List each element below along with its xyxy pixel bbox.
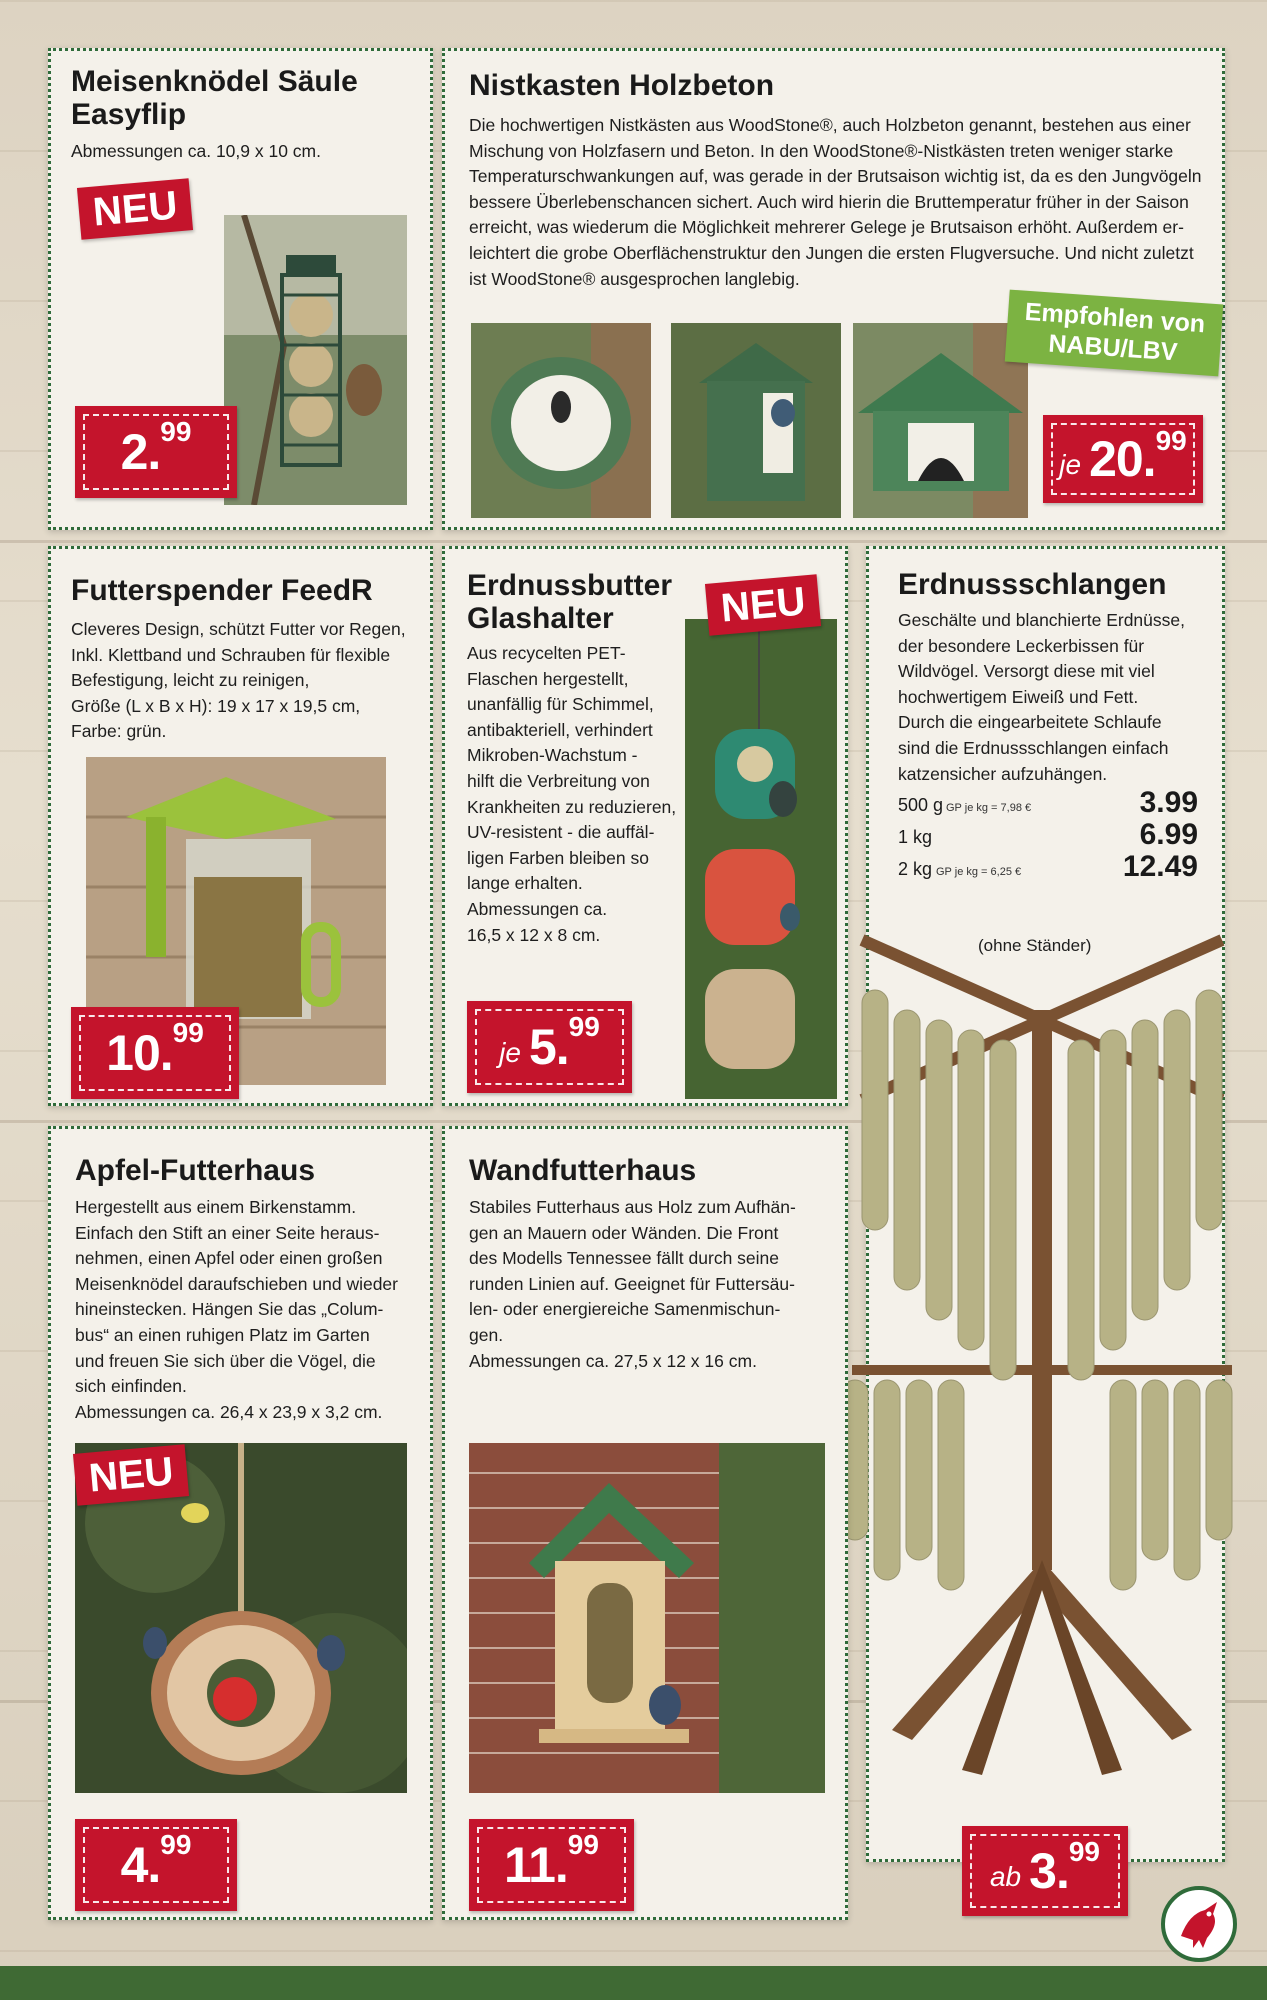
product-title: Apfel-Futterhaus	[75, 1154, 315, 1187]
product-title: Erdnussschlangen	[898, 568, 1167, 601]
product-description: Abmessungen ca. 10,9 x 10 cm.	[71, 141, 321, 161]
price-tag: je 5. 99	[467, 1001, 632, 1093]
bottom-band	[0, 1966, 1267, 2000]
price-row-500g: 500 g GP je kg = 7,98 € 3.99	[898, 786, 1198, 819]
product-card-nistkasten[interactable]	[442, 48, 1225, 530]
product-photo	[469, 1443, 825, 1793]
price-tag: 4. 99	[75, 1819, 237, 1911]
product-title: Futterspender FeedR	[71, 574, 373, 607]
product-photo-1	[471, 323, 651, 518]
neu-badge: NEU	[705, 574, 822, 636]
product-description: Aus recycelten PET- Flaschen hergestellt, unanfällig für Schimmel, antibakteriell, verhindert Mikroben-Wachstum - hilft die Verbreitung von Krankheiten zu reduzieren, UV-resistent - die auffäl- ligen Farben bleiben so lange erhalten. Abmessungen ca. 16,5 x 12 x 8 cm.	[467, 643, 677, 945]
price-tag: 10. 99	[71, 1007, 239, 1099]
product-title: Wandfutterhaus	[469, 1154, 697, 1187]
product-photo-2	[671, 323, 841, 518]
product-card-meisenknoedel[interactable]	[48, 48, 433, 530]
recommendation-badge: Empfohlen von NABU/LBV	[1005, 290, 1224, 377]
product-card-wandfutterhaus[interactable]	[442, 1126, 848, 1920]
product-description: Die hochwertigen Nistkästen aus WoodStone®, auch Holzbeton genannt, bestehen aus einer Mischung von Holzfasern und Beton. In den WoodStone®-Nistkästen treten weniger starke Temperaturschwankungen auf, was gerade in der Brutsaison wichtig ist, da es den Jungvögeln bessere Überlebenschancen sichert. Auch wird hierin die Bruttemperatur früher in der Saison erreicht, was wiederum die Möglichkeit mehrerer Gelege je Brutsaison erhöht. Außerdem er- leichtert die grobe Oberflächenstruktur den Jungen die ersten Flugversuche. Und nicht zuletzt ist WoodStone® ausgesprochen langlebig.	[469, 115, 1202, 289]
price-tag: ab 3. 99	[962, 1826, 1128, 1916]
product-description: Geschälte und blanchierte Erdnüsse, der besondere Leckerbissen für Wildvögel. Versorgt diese mit viel hochwertigem Eiweiß und Fett. Durch die eingearbeitete Schlaufe sind die Erdnussschlangen einfach katzensicher aufzuhängen.	[898, 610, 1185, 784]
neu-badge: NEU	[77, 178, 194, 240]
product-card-feedr[interactable]	[48, 546, 433, 1106]
product-description: Stabiles Futterhaus aus Holz zum Aufhän- gen an Mauern oder Wänden. Die Front des Modells Tennessee fällt durch seine runden Linien auf. Geeignet für Futtersäu- len- oder energiereiche Samenmischun- gen. Abmessungen ca. 27,5 x 12 x 16 cm.	[469, 1197, 796, 1371]
product-photo	[685, 619, 837, 1099]
price-row-1kg: 1 kg 6.99	[898, 818, 1198, 851]
product-photo-3	[853, 323, 1028, 518]
product-photo	[224, 215, 407, 505]
price-tag: 11. 99	[469, 1819, 634, 1911]
product-description: Cleveres Design, schützt Futter vor Regen, Inkl. Klettband und Schrauben für flexible Befestigung, leicht zu reinigen, Größe (L x B x H): 19 x 17 x 19,5 cm, Farbe: grün.	[71, 619, 406, 742]
price-row-2kg: 2 kg GP je kg = 6,25 € 12.49	[898, 850, 1198, 883]
product-title: Meisenknödel Säule Easyflip	[71, 65, 358, 131]
price-tag: je 20. 99	[1043, 415, 1203, 503]
product-card-erdnussbutter[interactable]	[442, 546, 848, 1106]
product-title: Nistkasten Holzbeton	[469, 69, 775, 102]
neu-badge: NEU	[73, 1444, 190, 1506]
product-description: Hergestellt aus einem Birkenstamm. Einfach den Stift an einer Seite heraus- nehmen, einen Apfel oder einen großen Meisenknödel daraufschieben und wieder hineinstecken. Hängen Sie das „Colum- bus“ an einen ruhigen Platz im Garten und freuen Sie sich über die Vögel, die sich einfinden. Abmessungen ca. 26,4 x 23,9 x 3,2 cm.	[75, 1197, 398, 1422]
product-photo	[832, 930, 1252, 1790]
price-tag: 2. 99	[75, 406, 237, 498]
product-title: Erdnussbutter Glashalter	[467, 569, 673, 635]
stand-note: (ohne Ständer)	[978, 936, 1092, 955]
bird-logo-icon	[1159, 1884, 1239, 1964]
product-card-apfel-futterhaus[interactable]	[48, 1126, 433, 1920]
